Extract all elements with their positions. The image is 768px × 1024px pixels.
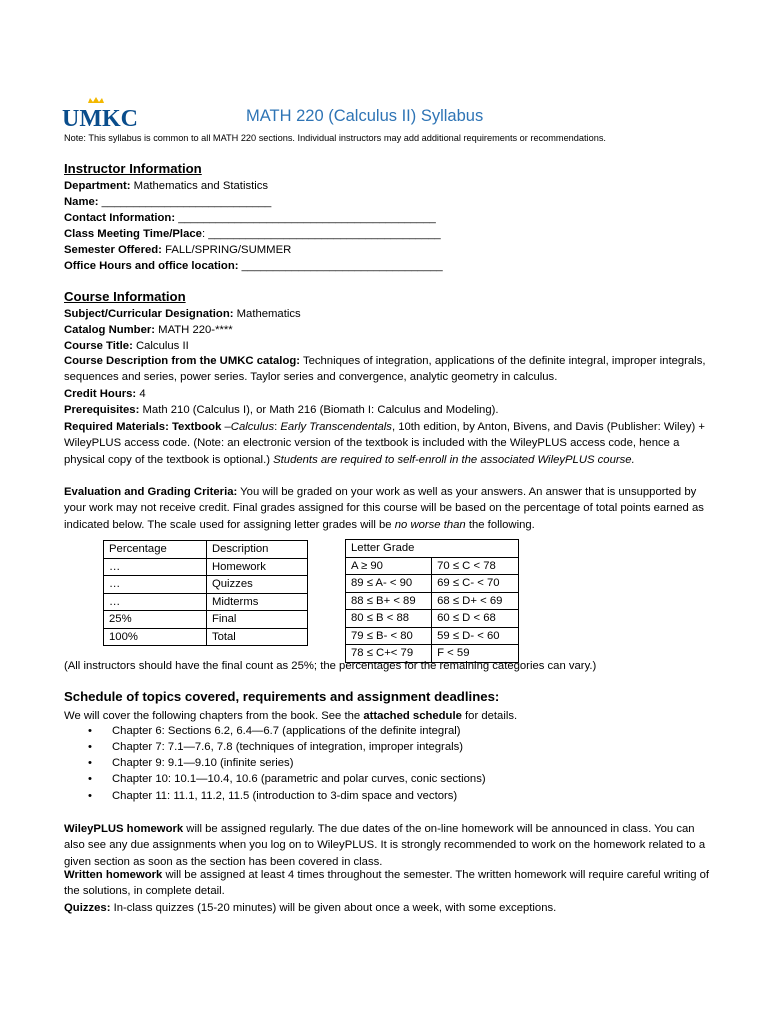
percentage-cell: 25%	[104, 611, 207, 629]
credit-label: Credit Hours:	[64, 388, 137, 400]
meeting-blank: : _____________________________________	[201, 228, 441, 240]
header-cell: Letter Grade	[346, 540, 519, 558]
name-label: Name:	[64, 196, 102, 208]
materials-text: , 10th edition, by Anton, Bivens, and Davis (Publisher: Wiley) + WileyPLUS access code. (Note: an electronic version of the textbook is included with the WileyPLUS access code, hence a physical copy of the textbook is optional.)	[64, 421, 705, 466]
umkc-logo	[62, 96, 138, 132]
subject-label: Subject/Curricular Designation:	[64, 308, 234, 320]
list-item	[88, 741, 463, 753]
table-row	[104, 611, 308, 629]
course-description	[64, 353, 714, 386]
letter-grade-table	[345, 539, 519, 663]
percentage-cell: …	[104, 593, 207, 611]
description-cell: Homework	[206, 558, 307, 576]
bullet-icon: •	[88, 757, 92, 769]
description-label: Course Description from the UMKC catalog:	[64, 355, 301, 367]
bullet-icon: •	[88, 725, 92, 737]
table-row	[104, 593, 308, 611]
table-row	[346, 610, 519, 628]
catalog-line	[64, 323, 233, 337]
department-value: Mathematics and Statistics	[130, 180, 269, 192]
table-header-row	[104, 541, 308, 559]
written-label: Written homework	[64, 869, 163, 881]
description-cell: Midterms	[206, 593, 307, 611]
office-label: Office Hours and office location:	[64, 260, 242, 272]
contact-blank: _________________________________________	[178, 212, 436, 224]
course-title-label: Course Title:	[64, 340, 133, 352]
chapter-item: Chapter 7: 7.1—7.6, 7.8 (techniques of integration, improper integrals)	[112, 741, 464, 753]
list-item	[88, 757, 293, 769]
evaluation-label: Evaluation and Grading Criteria:	[64, 486, 238, 498]
department-line	[64, 179, 268, 193]
table-row	[104, 558, 308, 576]
textbook-title: Calculus	[230, 421, 275, 433]
schedule-intro-end: for details.	[461, 710, 518, 722]
grade-cell: 80 ≤ B < 88	[346, 610, 432, 628]
instructor-heading: Instructor Information	[64, 161, 202, 176]
table-row	[346, 575, 519, 593]
list-item	[88, 790, 457, 802]
grade-cell: 68 ≤ D+ < 69	[432, 592, 519, 610]
chapter-item: Chapter 9: 9.1—9.10 (infinite series)	[112, 757, 294, 769]
grade-cell: 70 ≤ C < 78	[432, 557, 519, 575]
subject-line	[64, 307, 301, 321]
attached-schedule-ref: attached schedule	[363, 710, 462, 722]
course-heading: Course Information	[64, 289, 186, 304]
final-count-note: (All instructors should have the final count as 25%; the percentages for the remaining categories can vary.)	[64, 660, 597, 672]
materials-dash: –	[221, 421, 231, 433]
prereq-value: Math 210 (Calculus I), or Math 216 (Biomath I: Calculus and Modeling).	[139, 404, 499, 416]
list-item	[88, 773, 486, 785]
grade-cell: F < 59	[432, 645, 519, 663]
chapter-item: Chapter 11: 11.1, 11.2, 11.5 (introduction to 3-dim space and vectors)	[112, 790, 458, 802]
grade-cell: A ≥ 90	[346, 557, 432, 575]
materials-label: Required Materials: Textbook	[64, 421, 222, 433]
catalog-value: MATH 220-****	[155, 324, 233, 336]
course-title-line	[64, 339, 189, 353]
grade-cell: 69 ≤ C- < 70	[432, 575, 519, 593]
wileyplus-text: will be assigned regularly. The due dates of the on-line homework will be announced in class. You can also see any due assignments when you log on to WileyPLUS. It is strongly recommended to work on the homework related to a given section as soon as the section has been covered in class.	[64, 823, 706, 868]
name-blank: ___________________________	[101, 196, 272, 208]
umkc-logo-graphic	[62, 96, 138, 132]
grade-cell: 88 ≤ B+ < 89	[346, 592, 432, 610]
subject-value: Mathematics	[233, 308, 301, 320]
percentage-cell: …	[104, 576, 207, 594]
chapter-item: Chapter 6: Sections 6.2, 6.4—6.7 (applications of the definite integral)	[112, 725, 461, 737]
page-title: MATH 220 (Calculus II) Syllabus	[246, 107, 484, 125]
bullet-icon: •	[88, 773, 92, 785]
department-label: Department:	[64, 180, 131, 192]
schedule-heading: Schedule of topics covered, requirements and assignment deadlines:	[64, 689, 500, 704]
quizzes-line	[64, 901, 556, 915]
description-cell: Total	[206, 628, 307, 646]
evaluation-paragraph	[64, 484, 714, 533]
credit-line	[64, 387, 146, 401]
prereq-line	[64, 403, 499, 417]
list-item	[88, 725, 461, 737]
percentage-cell: 100%	[104, 628, 207, 646]
wileyplus-homework-paragraph	[64, 821, 714, 870]
grade-cell: 89 ≤ A- < 90	[346, 575, 432, 593]
table-header-row	[346, 540, 519, 558]
bullet-icon: •	[88, 790, 92, 802]
textbook-subtitle: Early Transcendentals	[280, 421, 392, 433]
written-homework-paragraph	[64, 867, 714, 900]
self-enroll-note: Students are required to self-enroll in the associated WileyPLUS course.	[269, 453, 635, 466]
description-cell: Final	[206, 611, 307, 629]
syllabus-note: Note: This syllabus is common to all MATH 220 sections. Individual instructors may add additional requirements or recommendations.	[64, 133, 606, 143]
table-row	[104, 576, 308, 594]
description-cell: Quizzes	[206, 576, 307, 594]
office-line	[64, 259, 443, 273]
meeting-label: Class Meeting Time/Place	[64, 228, 202, 240]
table-row	[104, 628, 308, 646]
course-title-value: Calculus II	[132, 340, 189, 352]
chapter-item: Chapter 10: 10.1—10.4, 10.6 (parametric and polar curves, conic sections)	[112, 773, 486, 785]
semester-value: FALL/SPRING/SUMMER	[161, 244, 292, 256]
evaluation-emphasis: no worse than	[394, 518, 466, 531]
grade-weight-table	[103, 540, 308, 646]
table-row	[346, 557, 519, 575]
wileyplus-label: WileyPLUS homework	[64, 823, 184, 835]
grade-cell: 59 ≤ D- < 60	[432, 627, 519, 645]
table-row	[346, 627, 519, 645]
contact-line	[64, 211, 436, 225]
bullet-icon: •	[88, 741, 92, 753]
prereq-label: Prerequisites:	[64, 404, 140, 416]
percentage-cell: …	[104, 558, 207, 576]
header-cell: Description	[206, 541, 307, 559]
quizzes-text: In-class quizzes (15-20 minutes) will be given about once a week, with some exceptions.	[110, 902, 557, 914]
header-cell: Percentage	[104, 541, 207, 559]
evaluation-text: You will be graded on your work as well as your answers. An answer that is unsupported by your work may not receive credit. Final grades assigned for this course will be based on the percentage of total points earned as indicated below. The scale used for assigning letter grades will be	[64, 486, 704, 531]
semester-label: Semester Offered:	[64, 244, 162, 256]
required-materials	[64, 419, 714, 468]
schedule-intro	[64, 709, 517, 723]
svg-text:UMKC: UMKC	[62, 106, 138, 132]
table-row	[346, 592, 519, 610]
contact-label: Contact Information:	[64, 212, 179, 224]
name-line	[64, 195, 271, 209]
grade-cell: 78 ≤ C+< 79	[346, 645, 432, 663]
grade-cell: 60 ≤ D < 68	[432, 610, 519, 628]
office-blank: ________________________________	[241, 260, 443, 272]
schedule-intro-text: We will cover the following chapters from the book. See the	[64, 710, 364, 722]
meeting-line	[64, 227, 441, 241]
quizzes-label: Quizzes:	[64, 902, 111, 914]
evaluation-end: the following.	[465, 518, 535, 531]
credit-value: 4	[136, 388, 146, 400]
grade-cell: 79 ≤ B- < 80	[346, 627, 432, 645]
catalog-label: Catalog Number:	[64, 324, 156, 336]
materials-colon: :	[274, 421, 281, 433]
semester-line	[64, 243, 291, 257]
written-text: will be assigned at least 4 times throughout the semester. The written homework will require careful writing of the solutions, in complete detail.	[64, 869, 710, 898]
description-text: Techniques of integration, applications of the definite integral, improper integrals, sequences and series, power series. Taylor series and convergence, analytic geometry in calculus.	[64, 355, 706, 384]
